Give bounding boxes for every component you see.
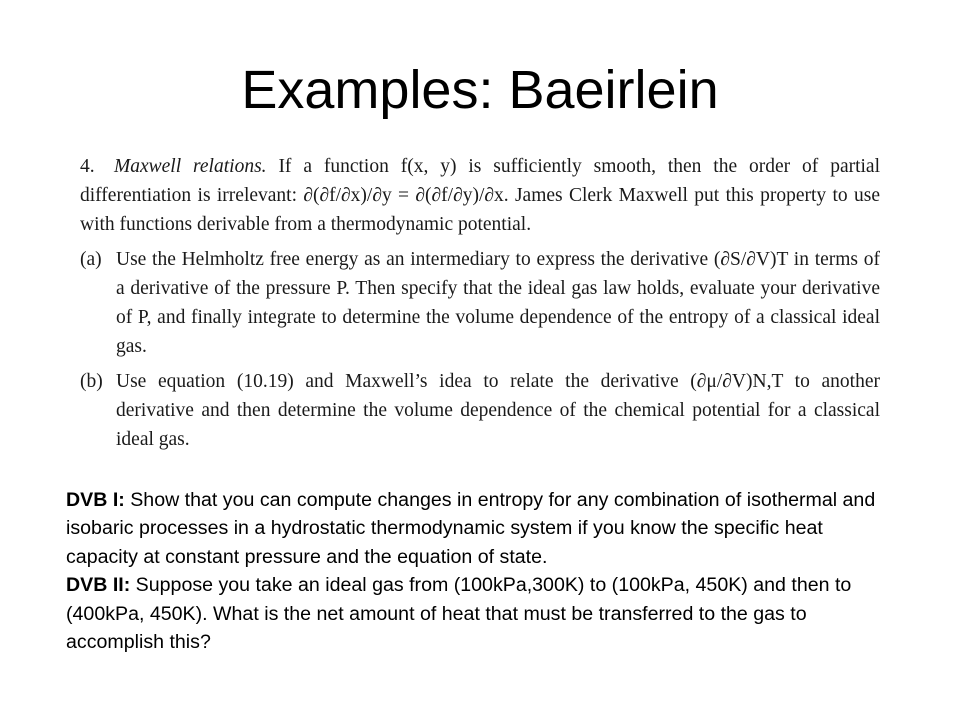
dvb-text: Suppose you take an ideal gas from (100kPa,300K) to (100kPa, 450K) and then to (400kPa, 450K). What is the net amount of heat that must be transferred to the gas to accomplish this? bbox=[66, 574, 852, 654]
scanned-problem bbox=[80, 152, 880, 454]
dvb-label: DVB II: bbox=[66, 574, 131, 597]
part-text: Use the Helmholtz free energy as an intermediary to express the derivative (∂S/∂V)T in terms of a derivative of the pressure P. Then specify that the ideal gas law holds, evaluate your derivative of P, and finally integrate to determine the volume dependence of the entropy of a classical ideal gas. bbox=[116, 249, 880, 357]
problem-number: 4. bbox=[80, 156, 95, 177]
dvb-label: DVB I: bbox=[66, 489, 125, 511]
problem-heading: Maxwell relations. bbox=[114, 156, 267, 177]
problem-part-a bbox=[80, 245, 880, 361]
part-text: Use equation (10.19) and Maxwell’s idea to relate the derivative (∂μ/∂V)N,T to another derivative and then determine the volume dependence of the chemical potential for a classical ideal gas. bbox=[116, 371, 880, 450]
problem-intro bbox=[80, 152, 880, 239]
problem-part-b bbox=[80, 367, 880, 454]
dvb-text: Show that you can compute changes in entropy for any combination of isothermal and isobaric processes in a hydrostatic thermodynamic system if you know the specific heat capacity at constant pressure and the equation of state. bbox=[66, 489, 876, 568]
dvb-question-2 bbox=[66, 571, 896, 656]
dvb-questions bbox=[66, 486, 896, 656]
dvb-question-1 bbox=[66, 486, 896, 571]
part-label: (a) bbox=[80, 249, 102, 270]
slide-title: Examples: Baeirlein bbox=[241, 60, 719, 120]
part-label: (b) bbox=[80, 371, 103, 392]
problem-intro-text: If a function f(x, y) is sufficiently smooth, then the order of partial differentiation is irrelevant: ∂(∂f/∂x)/∂y = ∂(∂f/∂y)/∂x. James Clerk Maxwell put this property to use with functions derivable from a thermodynamic potential. bbox=[80, 156, 880, 235]
